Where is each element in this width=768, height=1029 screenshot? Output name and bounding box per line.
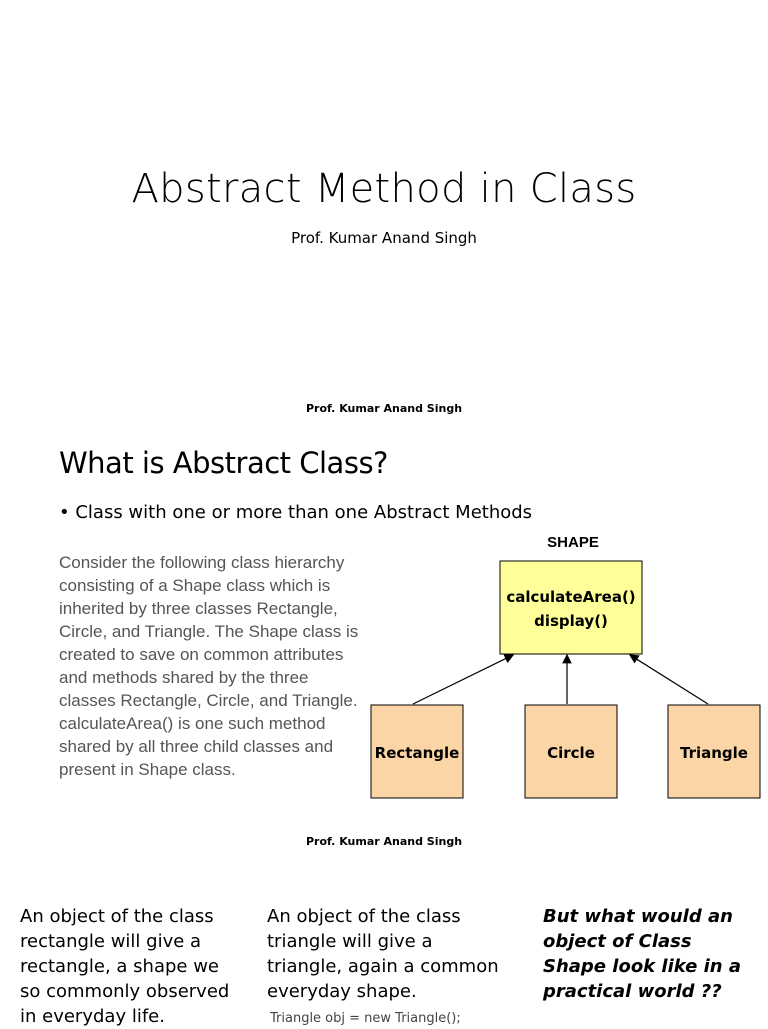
bullet-point — [59, 502, 532, 523]
class-hierarchy-diagram — [368, 528, 768, 808]
method-display: display() — [534, 612, 608, 630]
rectangle-class-label: Rectangle — [374, 744, 460, 762]
bullet-icon: • — [59, 502, 70, 523]
parent-class-label: SHAPE — [547, 534, 599, 551]
triangle-class-label: Triangle — [680, 744, 748, 762]
inheritance-arrow-triangle — [630, 655, 708, 704]
shape-object-question: But what would an object of Class Shape look like in a practical world ?? — [543, 906, 741, 1002]
circle-class-label: Circle — [547, 744, 595, 762]
description-paragraph: Consider the following class hierarchy consisting of a Shape class which is inherited by three classes Rectangle, Circle, and Triangle. The Shape class is created to save on common attributes and methods shared by the three classes Rectangle, Circle, and Triangle. calculateArea() is one such method shared by all three child classes and present in Shape class. — [59, 553, 359, 779]
slide-subtitle: Prof. Kumar Anand Singh — [291, 229, 477, 247]
slide-footer: Prof. Kumar Anand Singh — [305, 402, 463, 415]
section-heading: What is Abstract Class? — [59, 446, 388, 480]
rectangle-object-text: An object of the class rectangle will give a rectangle, a shape we so commonly observed in everyday life. — [20, 906, 230, 1027]
method-calculate-area: calculateArea() — [506, 588, 636, 606]
code-snippet: Triangle obj = new Triangle(); — [270, 1011, 461, 1026]
triangle-object-text: An object of the class triangle will give a triangle, again a common everyday shape. — [267, 906, 499, 1002]
shape-class-box — [500, 561, 642, 654]
inheritance-arrow-rectangle — [413, 655, 513, 704]
slide-footer: Prof. Kumar Anand Singh — [305, 835, 463, 848]
bullet-text: Class with one or more than one Abstract Methods — [75, 502, 533, 523]
slide-title: Abstract Method in Class — [131, 166, 637, 212]
